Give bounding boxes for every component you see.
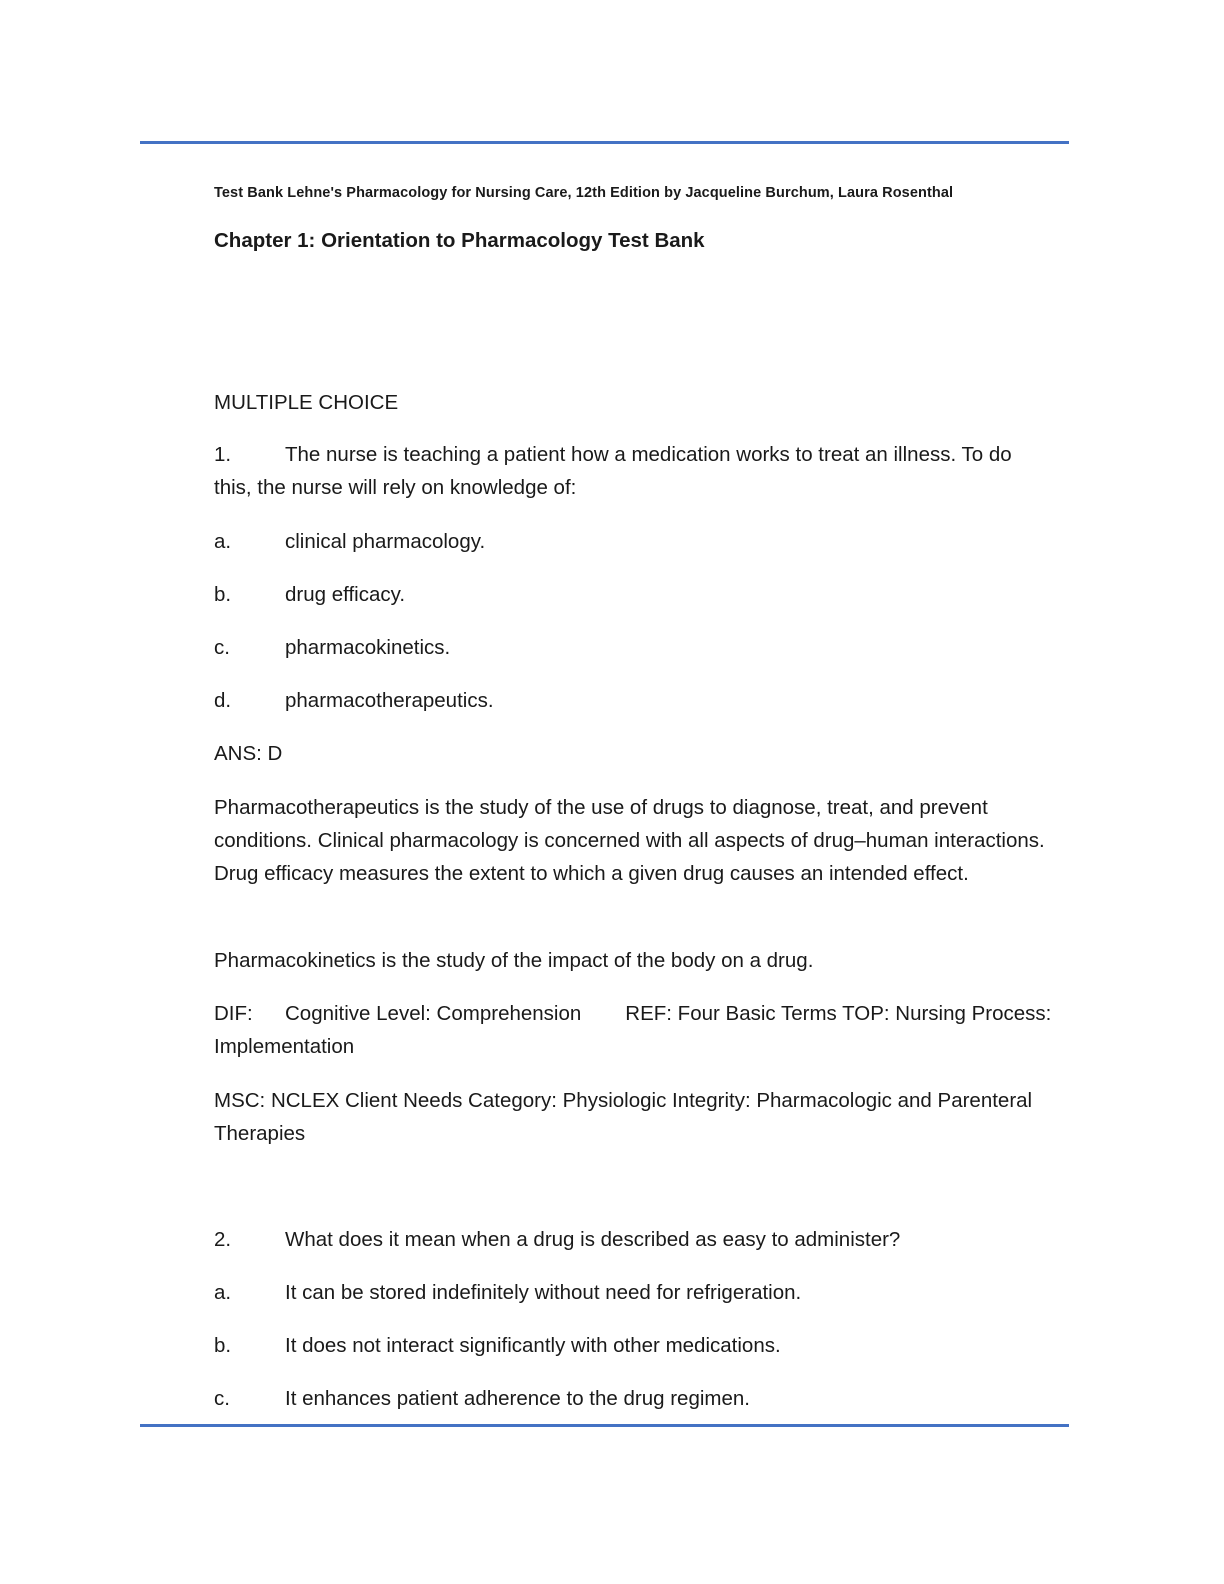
option-text: It enhances patient adherence to the drug regimen.	[285, 1387, 750, 1410]
option-1a	[214, 525, 1074, 558]
bottom-divider	[140, 1424, 1069, 1427]
question-stem-line: What does it mean when a drug is described as easy to administer?	[285, 1228, 901, 1251]
option-text: clinical pharmacology.	[285, 530, 486, 553]
option-text: pharmacokinetics.	[285, 636, 451, 659]
option-letter: c.	[214, 1387, 230, 1410]
rationale-2: Pharmacokinetics is the study of the impact of the body on a drug.	[214, 949, 814, 972]
top-continuation: Implementation	[214, 1035, 355, 1058]
question-number: 2.	[214, 1228, 232, 1251]
option-letter: b.	[214, 1334, 232, 1357]
option-letter: d.	[214, 689, 232, 712]
option-1c	[214, 631, 1074, 664]
question-1-stem-cont: this, the nurse will rely on knowledge of:	[214, 476, 577, 499]
option-letter: a.	[214, 1281, 232, 1304]
option-letter: c.	[214, 636, 230, 659]
option-1b	[214, 578, 1074, 611]
option-letter: a.	[214, 530, 232, 553]
option-letter: b.	[214, 583, 232, 606]
question-1-stem	[214, 438, 1074, 471]
option-2a	[214, 1276, 1074, 1309]
answer-key: ANS: D	[214, 742, 283, 765]
metadata-line	[214, 997, 1074, 1030]
dif-value: Cognitive Level: Comprehension	[285, 1002, 582, 1025]
question-number: 1.	[214, 443, 232, 466]
question-stem-line: The nurse is teaching a patient how a medication works to treat an illness. To do	[285, 443, 1012, 466]
option-2b	[214, 1329, 1074, 1362]
section-label: MULTIPLE CHOICE	[214, 391, 399, 414]
option-1d	[214, 684, 1074, 717]
ref-top: REF: Four Basic Terms TOP: Nursing Process:	[625, 1002, 1052, 1025]
option-text: It can be stored indefinitely without need for refrigeration.	[285, 1281, 802, 1304]
question-2-stem	[214, 1223, 1074, 1256]
chapter-title: Chapter 1: Orientation to Pharmacology Test Bank	[214, 229, 705, 252]
msc-line: MSC: NCLEX Client Needs Category: Physiologic Integrity: Pharmacologic and Parenteral Therapies	[214, 1089, 1033, 1145]
rationale: Pharmacotherapeutics is the study of the use of drugs to diagnose, treat, and prevent conditions. Clinical pharmacology is concerned with all aspects of drug–human interactions. Drug efficacy measures the extent to which a given drug causes an intended effect.	[214, 796, 1045, 885]
dif-label: DIF:	[214, 1002, 253, 1025]
option-2c	[214, 1382, 1074, 1415]
option-text: pharmacotherapeutics.	[285, 689, 494, 712]
book-title: Test Bank Lehne's Pharmacology for Nursing Care, 12th Edition by Jacqueline Burchum, Laura Rosenthal	[214, 185, 954, 201]
option-text: drug efficacy.	[285, 583, 406, 606]
top-divider	[140, 141, 1069, 144]
option-text: It does not interact significantly with other medications.	[285, 1334, 781, 1357]
